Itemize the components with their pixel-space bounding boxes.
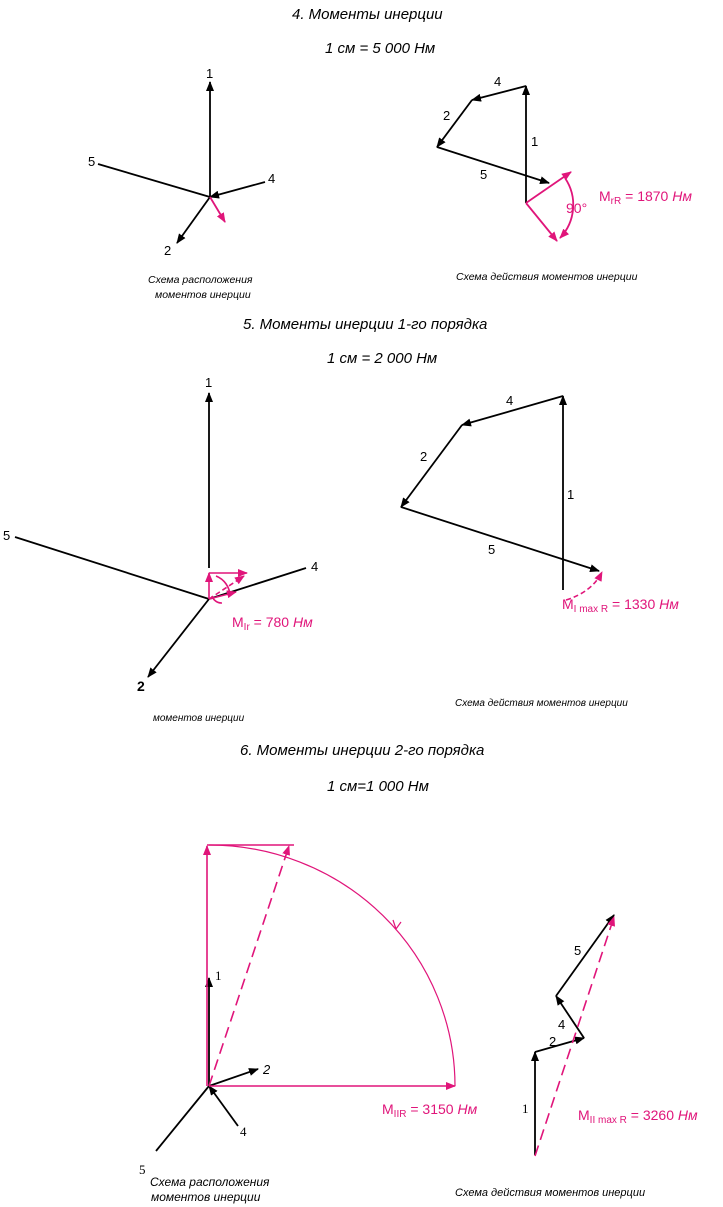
s5-label-2: 2 — [137, 678, 145, 694]
s4-vector-2 — [177, 197, 210, 243]
s5-right-resultant-arc — [566, 572, 602, 600]
section6-left-resultant-construction — [207, 845, 455, 1086]
s4-label-1: 1 — [206, 66, 214, 81]
s4-label-4: 4 — [268, 171, 276, 186]
section5-left-result-label: $M_{Ir} = 780$ Нм — [232, 614, 313, 633]
s6-chain-2 — [535, 1038, 584, 1052]
s4-resultant-small — [210, 197, 225, 222]
s6-label-5: 5 — [139, 1162, 146, 1177]
section4-caption-left-line2: моментов инерции — [155, 289, 251, 301]
section6-caption-left-line2: моментов инерции — [151, 1190, 261, 1204]
s5-chain-label-5: 5 — [488, 542, 496, 557]
s5-label-4: 4 — [311, 559, 319, 574]
s4-label-5: 5 — [88, 154, 96, 169]
s4-vector-5 — [98, 164, 210, 197]
s6-chain-label-4: 4 — [558, 1017, 566, 1032]
s5-vector-5 — [15, 537, 209, 599]
s6-chain-5 — [556, 915, 614, 996]
s4-chain-5 — [437, 147, 549, 183]
s6-chain-label-1: 1 — [522, 1101, 529, 1116]
section4-result-label: $M_{rR} = 1870$ Нм — [599, 188, 692, 207]
section6-caption-right: Схема действия моментов инерции — [455, 1187, 646, 1199]
s6-vector-2 — [209, 1069, 258, 1086]
s4-vector-4 — [210, 182, 265, 197]
section6-left-result-label: $M_{IIR} = 3150$ Нм — [382, 1101, 478, 1120]
s4-chain-label-2: 2 — [443, 108, 451, 123]
section4-caption-left-line1: Схема расположения — [148, 274, 253, 286]
section6-caption-left-line1: Схема расположения — [150, 1175, 270, 1189]
s4-chain-label-4: 4 — [494, 74, 502, 89]
section6-scale: 1 см=1 000 Нм — [327, 778, 429, 795]
s5-chain-label-4: 4 — [506, 393, 514, 408]
section5-layout-diagram — [15, 393, 306, 677]
section5-caption-left: моментов инерции — [153, 713, 245, 724]
s5-vector-2 — [148, 599, 209, 677]
s6-vector-5 — [156, 1086, 209, 1151]
section6-right-result-label: $M_{II max R} = 3260$ Нм — [578, 1107, 698, 1126]
s4-angle-label: 90° — [566, 200, 588, 216]
section4-layout-diagram — [98, 82, 265, 243]
section5-heading: 5. Моменты инерции 1-го порядка — [243, 316, 488, 333]
section5-scale: 1 см = 2 000 Нм — [327, 350, 438, 367]
s6-chain-label-2: 2 — [549, 1034, 557, 1049]
section5-right-result-label: $M_{I max R} = 1330$ Нм — [562, 596, 679, 615]
section4-caption-right: Схема действия моментов инерции — [456, 271, 638, 283]
section4-heading: 4. Моменты инерции — [292, 6, 443, 23]
s6-label-2: 2 — [263, 1062, 271, 1077]
s5-label-1: 1 — [205, 375, 213, 390]
s5-chain-label-2: 2 — [420, 449, 428, 464]
s5-chain-2 — [401, 425, 462, 507]
section6-heading: 6. Моменты инерции 2-го порядка — [240, 742, 485, 759]
s4-chain-label-5: 5 — [480, 167, 488, 182]
s5-chain-5 — [401, 507, 599, 571]
s5-label-5: 5 — [3, 528, 11, 543]
s4-chain-label-1: 1 — [531, 134, 539, 149]
s6-chain-label-5: 5 — [574, 943, 582, 958]
s5-chain-label-1: 1 — [567, 487, 575, 502]
section4-scale: 1 см = 5 000 Нм — [325, 40, 436, 57]
s4-label-2: 2 — [164, 243, 172, 258]
s6-label-1: 1 — [215, 968, 222, 983]
s6-label-4: 4 — [240, 1124, 247, 1139]
s6-vector-4 — [209, 1086, 238, 1126]
section5-caption-right: Схема действия моментов инерции — [455, 698, 628, 709]
